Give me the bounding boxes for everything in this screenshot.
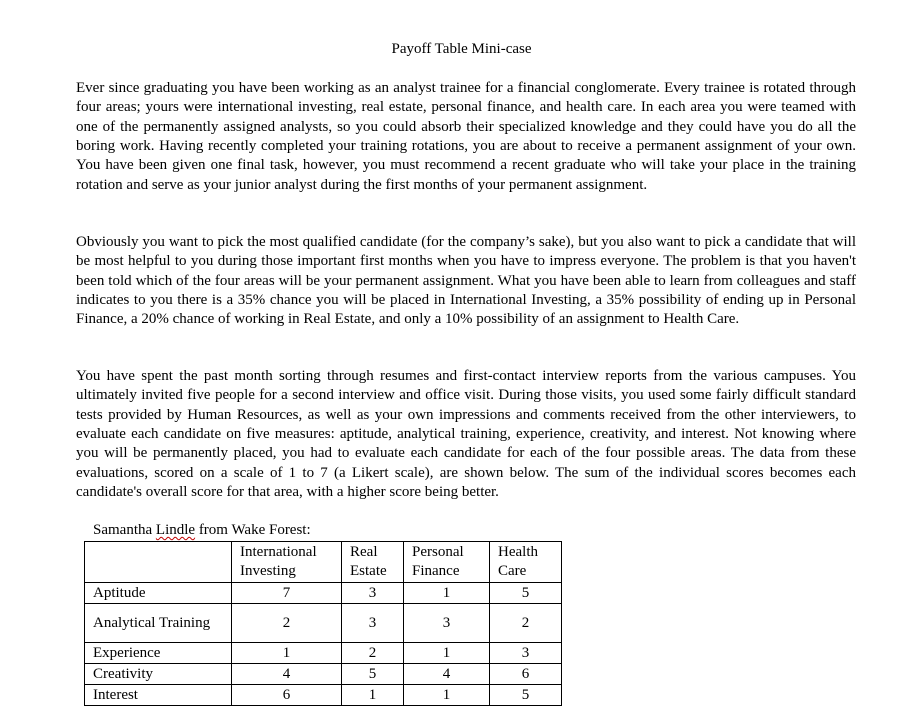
candidate-surname: Lindle bbox=[155, 522, 196, 538]
table-header-row bbox=[85, 542, 562, 583]
table-cell: 6 bbox=[490, 664, 562, 685]
table-cell: 5 bbox=[342, 664, 404, 685]
row-label-experience: Experience bbox=[85, 643, 232, 664]
table-cell: 3 bbox=[342, 583, 404, 604]
candidate-label-prefix: Samantha bbox=[93, 522, 156, 538]
table-cell: 1 bbox=[342, 685, 404, 706]
table-cell: 5 bbox=[490, 685, 562, 706]
paragraph-intro: Ever since graduating you have been working as an analyst trainee for a financial conglomerate. Every trainee is rotated through four areas; yours were international investing, real estate, personal finance, and health care. In each area you were teamed with one of the permanently assigned analysts, so you could absorb their specialized knowledge and they could have you do all the boring work. Having recently completed your training rotations, you are about to receive a permanent assignment of your own. You have been given one final task, however, you must recommend a recent graduate who will take your place in the training rotation and serve as your junior analyst during the first months of your permanent assignment. bbox=[76, 80, 856, 193]
table-cell: 5 bbox=[490, 583, 562, 604]
table-cell: 1 bbox=[404, 583, 490, 604]
table-row bbox=[85, 604, 562, 643]
table-cell: 1 bbox=[232, 643, 342, 664]
score-table bbox=[84, 541, 562, 706]
page-title: Payoff Table Mini-case bbox=[391, 41, 532, 57]
table-cell: 2 bbox=[232, 604, 342, 643]
table-row bbox=[85, 664, 562, 685]
table-cell: 3 bbox=[342, 604, 404, 643]
table-cell: 7 bbox=[232, 583, 342, 604]
candidate-label bbox=[93, 521, 311, 540]
table-cell: 1 bbox=[404, 685, 490, 706]
column-header-international-investing bbox=[232, 542, 342, 583]
column-header-line: Care bbox=[498, 563, 527, 579]
table-corner-cell bbox=[85, 542, 232, 583]
column-header-line: Finance bbox=[412, 563, 460, 579]
column-header-personal-finance bbox=[404, 542, 490, 583]
column-header-line: Real bbox=[350, 544, 378, 560]
table-cell: 2 bbox=[490, 604, 562, 643]
row-label-analytical-training: Analytical Training bbox=[85, 604, 232, 643]
paragraph-probabilities: Obviously you want to pick the most qualified candidate (for the company’s sake), but you also want to pick a candidate that will be most helpful to you during those important first months when you have to impress everyone. The problem is that you haven't been told which of the four areas will be your permanent assignment. What you have been able to learn from colleagues and staff indicates to you there is a 35% chance you will be placed in International Investing, a 35% possibility of ending up in Personal Finance, a 20% chance of working in Real Estate, and only a 10% possibility of an assignment to Health Care. bbox=[76, 234, 856, 328]
column-header-line: Health bbox=[498, 544, 538, 560]
table-cell: 1 bbox=[404, 643, 490, 664]
table-cell: 4 bbox=[404, 664, 490, 685]
column-header-health-care bbox=[490, 542, 562, 583]
table-cell: 3 bbox=[490, 643, 562, 664]
table-cell: 4 bbox=[232, 664, 342, 685]
table-row bbox=[85, 643, 562, 664]
table-cell: 3 bbox=[404, 604, 490, 643]
row-label-interest: Interest bbox=[85, 685, 232, 706]
candidate-label-suffix: from Wake Forest: bbox=[195, 522, 311, 538]
row-label-creativity: Creativity bbox=[85, 664, 232, 685]
table-cell: 6 bbox=[232, 685, 342, 706]
column-header-line: Investing bbox=[240, 563, 296, 579]
table-row bbox=[85, 685, 562, 706]
column-header-real-estate bbox=[342, 542, 404, 583]
table-cell: 2 bbox=[342, 643, 404, 664]
row-label-aptitude: Aptitude bbox=[85, 583, 232, 604]
column-header-line: Estate bbox=[350, 563, 387, 579]
column-header-line: International bbox=[240, 544, 317, 560]
paragraph-evaluation: You have spent the past month sorting through resumes and first-contact interview reports from the various campuses. You ultimately invited five people for a second interview and office visit. During those visits, you used some fairly difficult standard tests provided by Human Resources, as well as your own impressions and comments received from the other interviewers, to evaluate each candidate on five measures: aptitude, analytical training, experience, creativity, and interest. Not knowing where you will be permanently placed, you had to evaluate each candidate for each of the four possible areas. The data from these evaluations, scored on a scale of 1 to 7 (a Likert scale), are shown below. The sum of the individual scores becomes each candidate's overall score for that area, with a higher score being better. bbox=[76, 368, 856, 501]
column-header-line: Personal bbox=[412, 544, 464, 560]
table-row bbox=[85, 583, 562, 604]
